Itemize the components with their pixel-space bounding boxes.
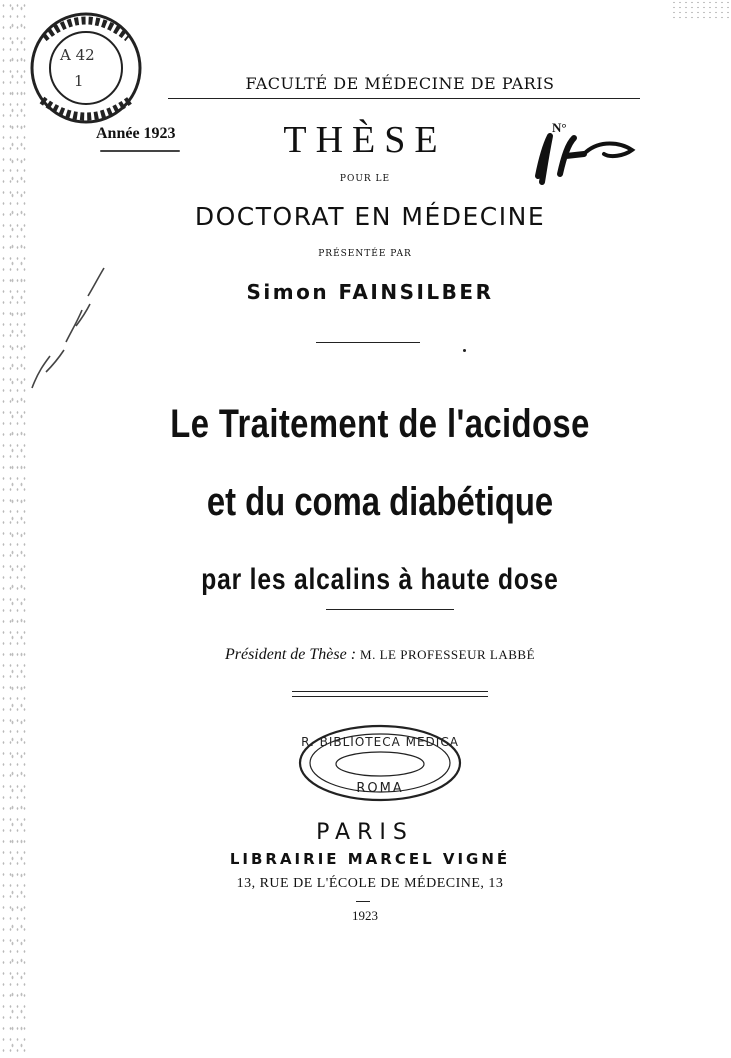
ink-dot [463,349,466,352]
oval-stamp-bottom-text: ROMA [356,781,404,796]
imprint-publisher: LIBRAIRIE MARCEL VIGNÉ [229,850,511,868]
president-role: Président de Thèse : [224,646,357,663]
author-rule [316,342,420,343]
number-label: N° [552,120,567,135]
stamp-handwritten-shelfmark: A 42 [60,46,95,64]
presented-by-label: PRÉSENTÉE PAR [318,249,412,259]
pour-le-label: POUR LE [339,174,391,184]
imprint-year: 1923 [352,908,378,923]
thesis-president [120,646,640,664]
title-rule [326,609,454,610]
faculty-rule [168,98,640,99]
margin-handwriting-icon [24,260,114,400]
degree-title: DOCTORAT EN MÉDECINE [194,202,546,231]
year-label: Année 1923 [96,125,176,142]
handwritten-number-icon [520,126,640,186]
author-name: Simon FAINSILBER [246,280,494,304]
thesis-heading: THÈSE [283,119,447,161]
imprint-address: 13, RUE DE L'ÉCOLE DE MÉDECINE, 13 [236,876,504,891]
main-title-line-2: et du coma diabétique [206,480,554,524]
scan-noise-top-right [671,0,731,20]
library-stamp-icon [14,8,146,126]
scan-noise-left-2 [8,0,28,1058]
library-stamp-top [14,8,146,126]
double-rule-bottom [292,696,488,697]
address-rule [356,901,370,902]
president-name: M. LE PROFESSEUR LABBÉ [360,647,536,662]
stamp-handwritten-number: 1 [74,72,84,90]
main-title-line-1: Le Traitement de l'acidose [170,402,590,446]
oval-stamp-top-text: R. BIBLIOTECA MEDICA [301,735,459,749]
library-oval-stamp-icon [296,722,464,804]
double-rule-top [292,691,488,692]
main-title-line-3: par les alcalins à haute dose [201,563,559,596]
faculty-header: FACULTÉ DE MÉDECINE DE PARIS [245,74,555,93]
imprint-city: PARIS [316,820,414,845]
year-underline [100,150,180,152]
